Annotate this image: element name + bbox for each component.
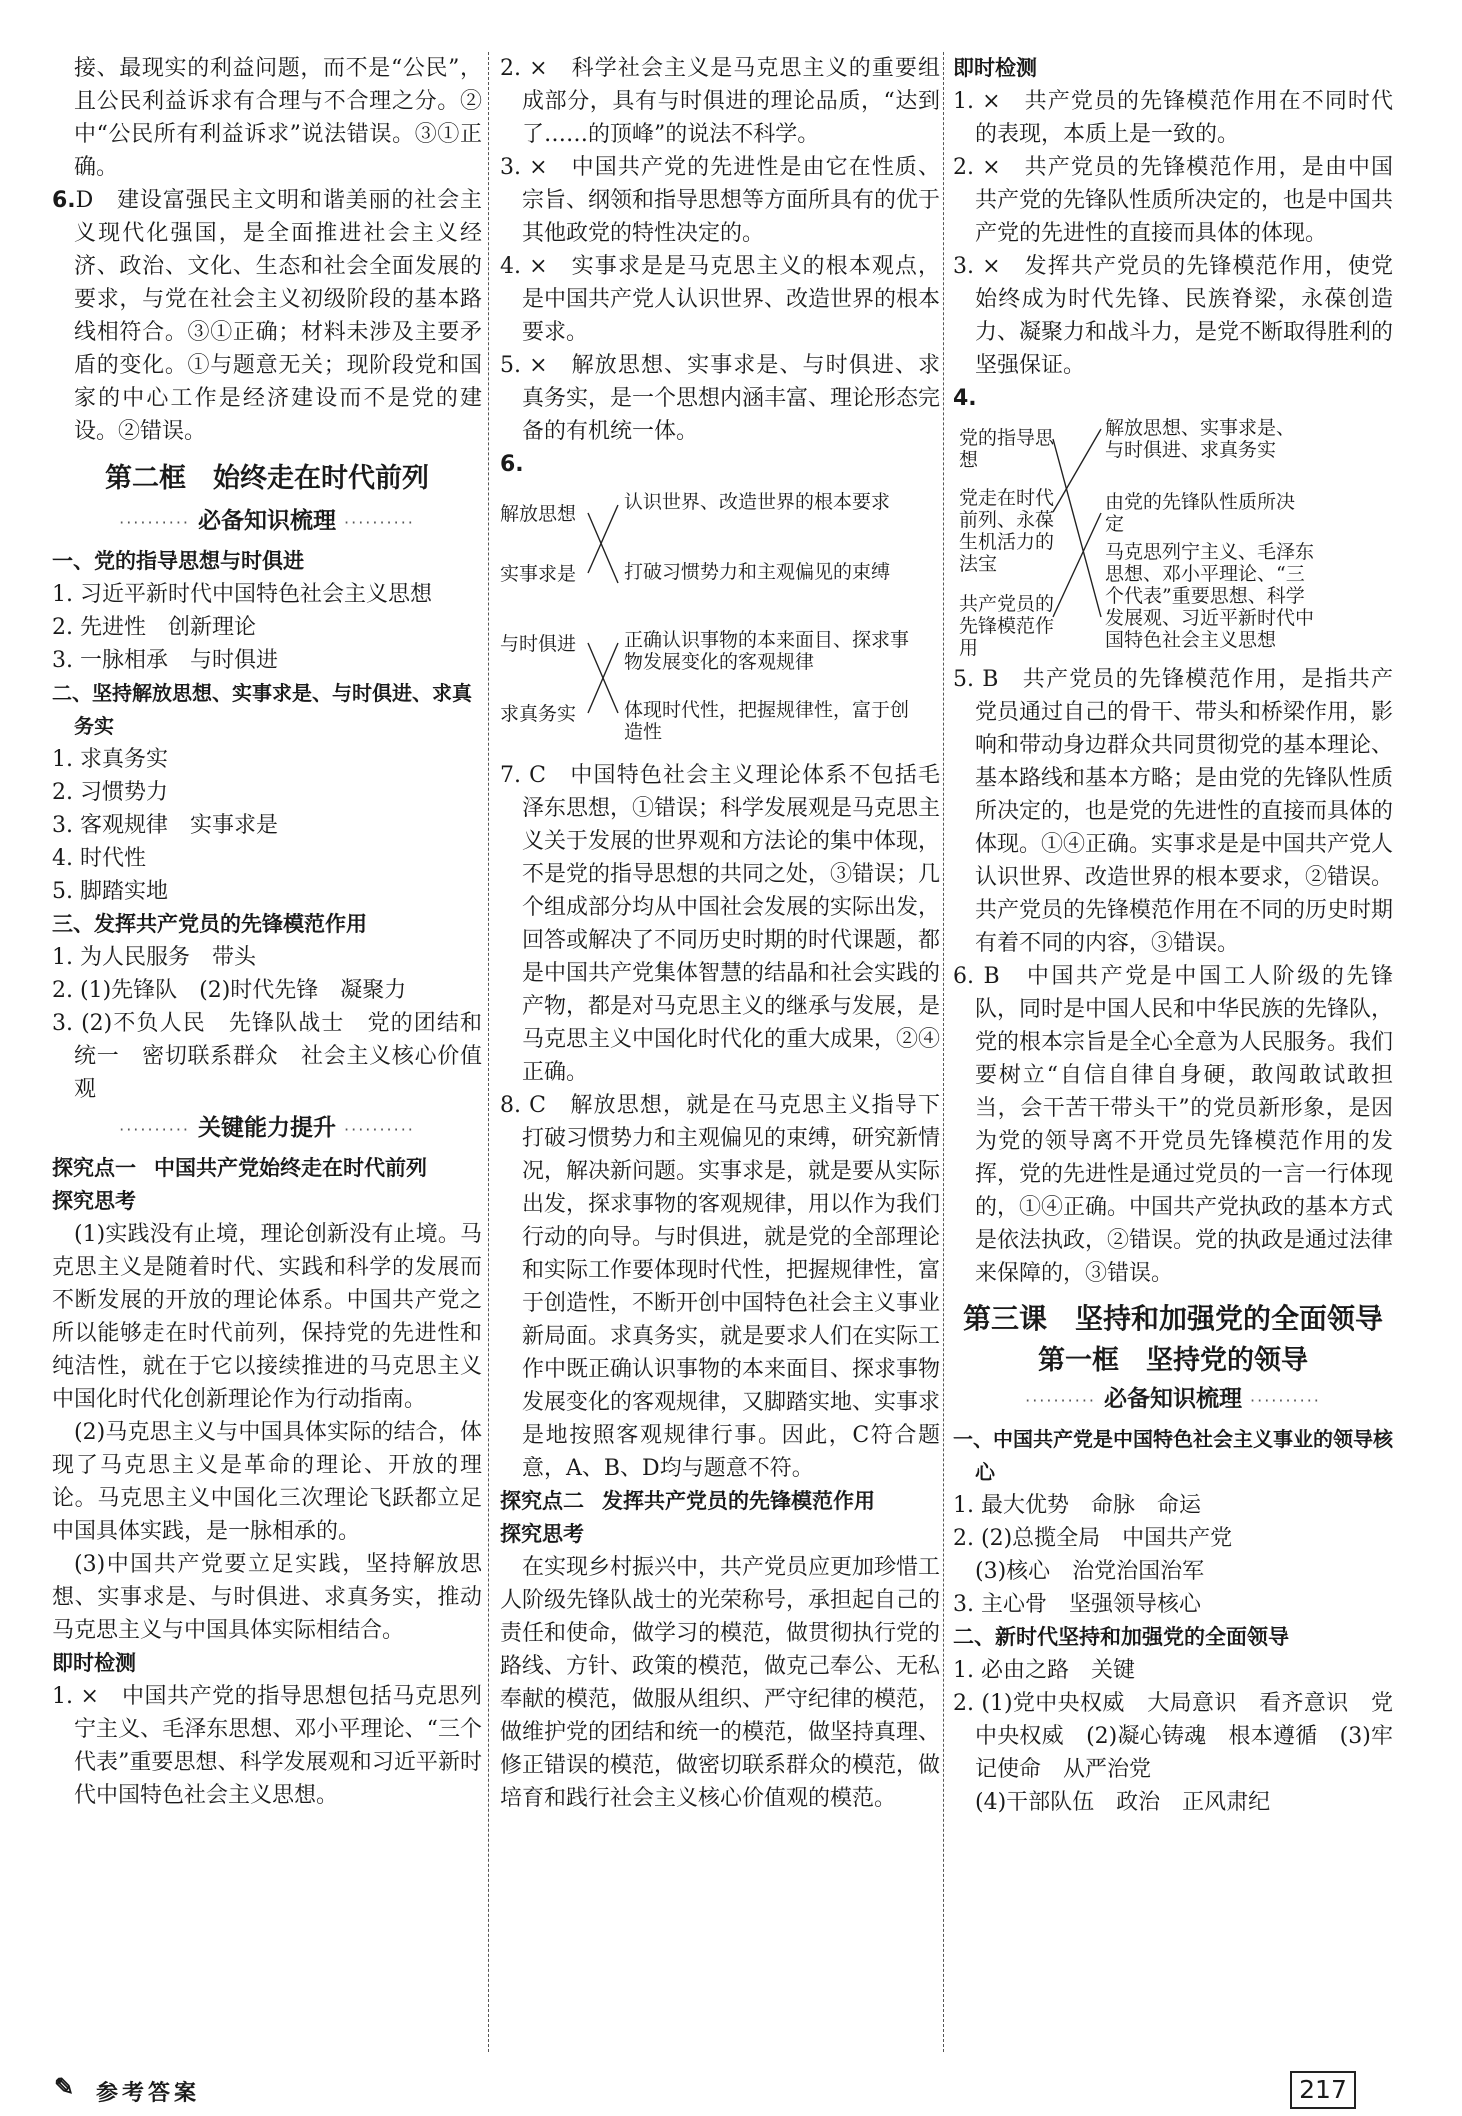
column-middle xyxy=(500,52,940,1815)
check-answer-4: 4. × 实事求是是马克思主义的根本观点，是中国共产党人认识世界、改造世界的根本要求。 xyxy=(500,254,941,345)
think-paragraph: (1)实践没有止境，理论创新没有止境。马克思主义是随着时代、实践和科学的发展而不断发展的开放的理论体系。中国共产党之所以能够走在时代前列，保持党的先进性和纯洁性，就在于它以接续推进的马克思主义中国化时代化创新理论作为行动指南。 xyxy=(52,1222,482,1412)
check-answer-8: 8. C 解放思想，就是在马克思主义指导下打破习惯势力和主观偏见的束缚，研究新情况，解决新问题。实事求是，就是要从实际出发，探求事物的客观规律，用以作为我们行动的向导。与时俱进，就是党的全部理论和实际工作要体现时代性，把握规律性，富于创造性，不断开创中国特色社会主义事业新局面。求真务实，就是要求人们在实际工作中既正确认识事物的本来面目、探求事物发展变化的客观规律，又脚踏实地、实事求是地按照客观规律行事。因此，C符合题意，A、B、D均与题意不符。 xyxy=(500,1093,941,1481)
check-answer-7: 7. C 中国特色社会主义理论体系不包括毛泽东思想，①错误；科学发展观是马克思主义关于发展的世界观和方法论的集中体现，不是党的指导思想的共同之处，③错误；几个组成部分均从中国社会发展的实际出发，回答或解决了不同历史时期的时代课题，都是中国共产党集体智慧的结晶和社会实践的产物，都是对马克思主义的继承与发展，是马克思主义中国化时代化的重大成果，②④正确。 xyxy=(500,763,941,1085)
diagram-right-item: 正确认识事物的本来面目、探求事物发展变化的客观规律 xyxy=(624,629,910,673)
diagram-left-item: 求真务实 xyxy=(500,703,577,725)
list-item: 1. 为人民服务 带头 xyxy=(52,945,256,970)
section-heading-1: 一、中国共产党是中国特色社会主义事业的领导核心 xyxy=(953,1427,1393,1484)
list-item: 2. 先进性 创新理论 xyxy=(52,615,256,640)
explore-title: 中国共产党始终走在时代前列 xyxy=(154,1156,427,1180)
frame-title: 第一框 坚持党的领导 xyxy=(1038,1345,1308,1376)
column-divider-1 xyxy=(488,52,489,2052)
column-divider-2 xyxy=(943,52,944,2052)
list-item: 3. 主心骨 坚强领导核心 xyxy=(953,1592,1201,1617)
check-answer-2: 2. × 科学社会主义是马克思主义的重要组成部分，具有与时俱进的理论品质，“达到了……的顶峰”的说法不科学。 xyxy=(500,56,940,147)
list-item: (3)核心 治党治国治军 xyxy=(975,1559,1205,1584)
list-item: 2. (2)总揽全局 中国共产党 xyxy=(953,1526,1233,1551)
footer-label: 参考答案 xyxy=(96,2080,201,2106)
section-heading-2: 二、坚持解放思想、实事求是、与时俱进、求真务实 xyxy=(52,681,472,738)
check-answer-3: 3. × 发挥共产党员的先锋模范作用，使党始终成为时代先锋、民族脊梁，永葆创造力、凝聚力和战斗力，是党不断取得胜利的坚强保证。 xyxy=(953,254,1394,378)
section-heading-2: 二、新时代坚持和加强党的全面领导 xyxy=(953,1625,1289,1649)
diagram-left-item: 与时俱进 xyxy=(500,633,577,655)
matching-diagram-6 xyxy=(500,483,940,753)
think-paragraph: 在实现乡村振兴中，共产党员应更加珍惜工人阶级先锋队战士的光荣称号，承担起自己的责任和使命，做学习的模范，做贯彻执行党的路线、方针、政策的模范，做克己奉公、无私奉献的模范，做服从组织、严守纪律的模范，做维护党的团结和统一的模范，做坚持真理、修正错误的模范，做密切联系群众的模范，做培育和践行社会主义核心价值观的模范。 xyxy=(500,1555,941,1811)
check-answer-5: 5. × 解放思想、实事求是、与时俱进、求真务实，是一个思想内涵丰富、理论形态完备的有机统一体。 xyxy=(500,353,941,444)
list-item: 3. 客观规律 实事求是 xyxy=(52,813,278,838)
check-heading: 即时检测 xyxy=(953,56,1037,80)
explore-title: 发挥共产党员的先锋模范作用 xyxy=(602,1489,875,1513)
section-heading-1: 一、党的指导思想与时俱进 xyxy=(52,549,304,573)
explore-label: 探究点二 xyxy=(500,1489,584,1513)
column-right xyxy=(953,52,1393,1819)
answer-6-text: D 建设富强民主文明和谐美丽的社会主义现代化强国，是全面推进社会主义经济、政治、文化、生态和社会全面发展的要求，与党在社会主义初级阶段的基本路线相符合。③①正确；材料未涉及主要矛盾的变化。①与题意无关；现阶段党和国家的中心工作是经济建设而不是党的建设。②错误。 xyxy=(74,188,482,444)
diagram-right-item: 体现时代性，把握规律性，富于创造性 xyxy=(624,699,910,743)
check-answer-2: 2. × 共产党员的先锋模范作用，是由中国共产党的先锋队性质所决定的，也是中国共产党的先进性的直接而具体的体现。 xyxy=(953,155,1394,246)
list-item: 5. 脚踏实地 xyxy=(52,879,168,904)
pen-icon: ✎ xyxy=(54,2072,75,2101)
list-item: 1. 必由之路 关键 xyxy=(953,1658,1135,1683)
frame-title: 第二框 始终走在时代前列 xyxy=(105,463,429,494)
check-answer-5: 5. B 共产党员的先锋模范作用，是指共产党员通过自己的骨干、带头和桥梁作用，影响和带动身边群众共同贯彻党的基本理论、基本路线和基本方略；是由党的先锋队性质所决定的，也是党的先进性的直接而具体的体现。①④正确。实事求是是中国共产党人认识世界、改造世界的根本要求，②错误。共产党员的先锋模范作用在不同的历史时期有着不同的内容，③错误。 xyxy=(953,667,1394,956)
check-answer-3: 3. × 中国共产党的先进性是由它在性质、宗旨、纲领和指导思想等方面所具有的优于其他政党的特性决定的。 xyxy=(500,155,941,246)
explore-point-2 xyxy=(500,1485,940,1518)
check-answer-1: 1. × 中国共产党的指导思想包括马克思列宁主义、毛泽东思想、邓小平理论、“三个代表”重要思想、科学发展观和习近平新时代中国特色社会主义思想。 xyxy=(52,1684,482,1808)
list-item: 2. 习惯势力 xyxy=(52,780,168,805)
check-answer-1: 1. × 共产党员的先锋模范作用在不同时代的表现，本质上是一致的。 xyxy=(953,89,1393,147)
lesson-title: 第三课 坚持和加强党的全面领导 xyxy=(962,1302,1383,1335)
list-item: (4)干部队伍 政治 正风肃纪 xyxy=(975,1790,1271,1815)
diagram-right-item: 打破习惯势力和主观偏见的束缚 xyxy=(624,561,891,583)
think-paragraph: (3)中国共产党要立足实践，坚持解放思想、实事求是、与时俱进、求真务实，推动马克思主义与中国具体实际相结合。 xyxy=(52,1552,482,1643)
answer-6-number: 6. xyxy=(52,188,76,213)
diagram-left-item: 实事求是 xyxy=(500,563,577,585)
page-number: 217 xyxy=(1290,2071,1356,2109)
diagram-left-item: 解放思想 xyxy=(500,503,577,525)
diagram-left-item: 党走在时代前列、永葆生机活力的法宝 xyxy=(959,487,1055,575)
band-label: 关键能力提升 xyxy=(198,1115,336,1141)
diagram-right-item: 认识世界、改造世界的根本要求 xyxy=(624,491,891,513)
band-label: 必备知识梳理 xyxy=(1104,1386,1242,1412)
section-band-ability: ·········· 关键能力提升 ·········· xyxy=(119,1115,415,1141)
check-answer-6: 6. B 中国共产党是中国工人阶级的先锋队，同时是中国人民和中华民族的先锋队，党的根本宗旨是全心全意为人民服务。我们要树立“自信自律自身硬，敢闯敢试敢担当，会干苦干带头干”的党员新形象，是因为党的领导离不开党员先锋模范作用的发挥，党的先进性是通过党员的一言一行体现的，①④正确。中国共产党执政的基本方式是依法执政，②错误。党的执政是通过法律来保障的，③错误。 xyxy=(953,964,1394,1286)
list-item: 2. (1)党中央权威 大局意识 看齐意识 党中央权威 (2)凝心铸魂 根本遵循 (3)牢记使命 从严治党 xyxy=(953,1691,1393,1782)
explore-label: 探究点一 xyxy=(52,1156,136,1180)
band-label: 必备知识梳理 xyxy=(198,508,336,534)
section-heading-3: 三、发挥共产党员的先锋模范作用 xyxy=(52,912,367,936)
list-item: 1. 最大优势 命脉 命运 xyxy=(953,1493,1201,1518)
think-heading: 探究思考 xyxy=(52,1189,136,1213)
section-band-knowledge: ·········· 必备知识梳理 ·········· xyxy=(119,508,415,534)
list-item: 4. 时代性 xyxy=(52,846,146,871)
answer-6 xyxy=(52,184,482,448)
diagram-left-item: 党的指导思想 xyxy=(959,427,1055,471)
check-answer-6-number: 6. xyxy=(500,452,524,477)
diagram-right-item: 马克思列宁主义、毛泽东思想、邓小平理论、“三个代表”重要思想、科学发展观、习近平新时代中国特色社会主义思想 xyxy=(1105,541,1315,651)
answer-continued: 接、最现实的利益问题，而不是“公民”，且公民利益诉求有合理与不合理之分。②中“公民所有利益诉求”说法错误。③①正确。 xyxy=(74,56,482,180)
explore-point-1 xyxy=(52,1152,482,1185)
list-item: 1. 习近平新时代中国特色社会主义思想 xyxy=(52,582,432,607)
list-item: 1. 求真务实 xyxy=(52,747,168,772)
diagram-right-item: 解放思想、实事求是、与时俱进、求真务实 xyxy=(1105,417,1296,461)
list-item: 3. 一脉相承 与时俱进 xyxy=(52,648,278,673)
list-item: 3. (2)不负人民 先锋队战士 党的团结和统一 密切联系群众 社会主义核心价值观 xyxy=(52,1011,482,1102)
check-heading: 即时检测 xyxy=(52,1651,136,1675)
diagram-right-item: 由党的先锋队性质所决定 xyxy=(1105,491,1296,535)
check-answer-4-number: 4. xyxy=(953,386,977,411)
think-paragraph: (2)马克思主义与中国具体实际的结合，体现了马克思主义是革命的理论、开放的理论。马克思主义中国化三次理论飞跃都立足中国具体实践，是一脉相承的。 xyxy=(52,1420,482,1544)
matching-diagram-4 xyxy=(953,417,1393,657)
section-band-knowledge: ·········· 必备知识梳理 ·········· xyxy=(1025,1386,1321,1412)
column-left xyxy=(52,52,482,1812)
think-heading: 探究思考 xyxy=(500,1522,584,1546)
list-item: 2. (1)先锋队 (2)时代先锋 凝聚力 xyxy=(52,978,407,1003)
diagram-left-item: 共产党员的先锋模范作用 xyxy=(959,593,1055,659)
